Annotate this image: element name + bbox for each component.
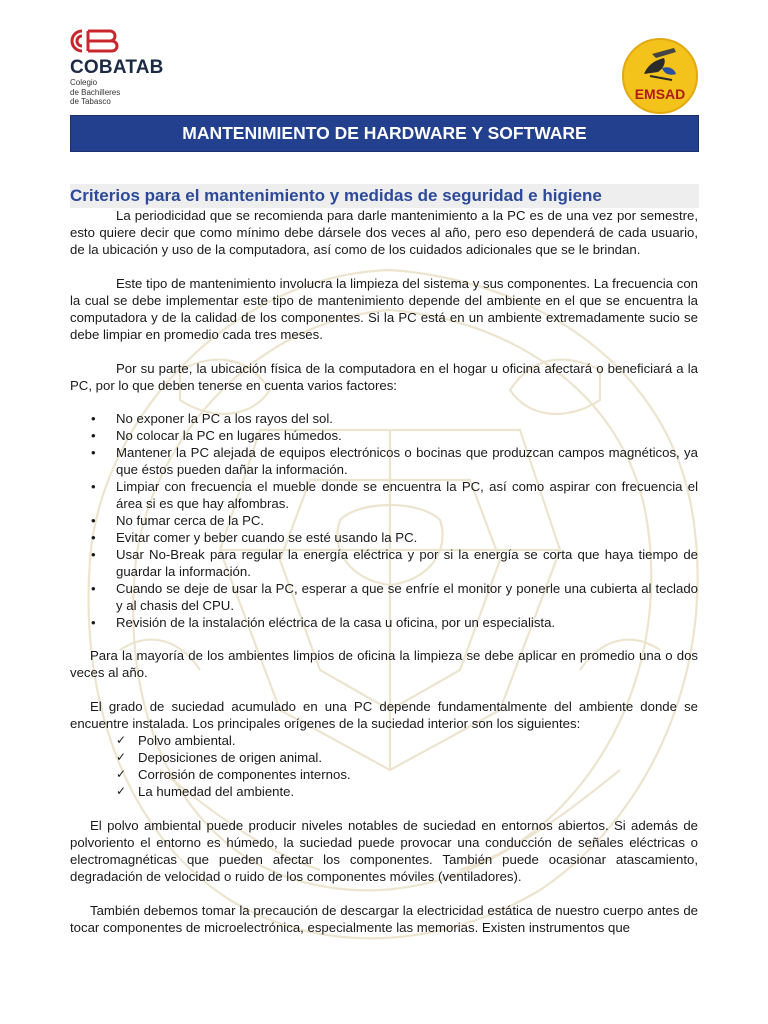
list-item: • No fumar cerca de la PC.	[116, 512, 698, 529]
check-list-item: ✓ Corrosión de componentes internos.	[138, 766, 698, 783]
paragraph: Para la mayoría de los ambientes limpios de oficina la limpieza se debe aplicar en promedio una o dos veces al año.	[70, 648, 698, 680]
document-body	[70, 207, 698, 953]
list-item: • Usar No-Break para regular la energía eléctrica y por si la energía se corta que haya tiempo de guardar la información.	[116, 546, 698, 580]
brand-name: COBATAB	[70, 57, 164, 78]
check-list-item: ✓ Polvo ambiental.	[138, 732, 698, 749]
cobatab-logo	[70, 28, 180, 113]
list-item: • Limpiar con frecuencia el mueble donde se encuentra la PC, así como aspirar con frecuencia el área si es que hay alfombras.	[116, 478, 698, 512]
dirt-sources-list	[70, 732, 698, 800]
section-heading: Criterios para el mantenimiento y medidas de seguridad e higiene	[70, 184, 699, 208]
list-item: • Cuando se deje de usar la PC, esperar a que se enfríe el monitor y ponerle una cubierta al teclado y al chasis del CPU.	[116, 580, 698, 614]
list-item: • Mantener la PC alejada de equipos electrónicos o bocinas que produzcan campos magnéticos, ya que éstos pueden dañar la información.	[116, 444, 698, 478]
paragraph: Este tipo de mantenimiento involucra la limpieza del sistema y sus componentes. La frecuencia con la cual se debe implementar este tipo de mantenimiento depende del ambiente en el que se encuentra la computadora y de la calidad de los componentes. Si la PC está en un ambiente extremadamente sucio se debe limpiar en promedio cada tres meses.	[70, 276, 698, 342]
paragraph: La periodicidad que se recomienda para darle mantenimiento a la PC es de una vez por semestre, esto quiere decir que como mínimo debe dársele dos veces al año, pero eso dependerá de cada usuario, de la ubicación y uso de la computadora, así como de los cuidados adicionales que se le brindan.	[70, 208, 698, 257]
list-item: • Revisión de la instalación eléctrica de la casa u oficina, por un especialista.	[116, 614, 698, 631]
cobatab-emblem-icon	[70, 28, 122, 54]
emsad-emblem-icon	[622, 38, 698, 114]
brand-subtitle	[70, 78, 120, 107]
brand-sub-line: Colegio	[70, 78, 98, 87]
emsad-label: EMSAD	[634, 86, 686, 102]
list-item: • Evitar comer y beber cuando se esté usando la PC.	[116, 529, 698, 546]
list-item: • No colocar la PC en lugares húmedos.	[116, 427, 698, 444]
check-list-item: ✓ La humedad del ambiente.	[138, 783, 698, 800]
brand-sub-line: de Tabasco	[70, 97, 111, 106]
check-list-item: ✓ Deposiciones de origen animal.	[138, 749, 698, 766]
paragraph: También debemos tomar la precaución de descargar la electricidad estática de nuestro cuerpo antes de tocar componentes de microelectrónica, especialmente las memorias. Existen instrumentos que	[70, 903, 698, 935]
document-title-bar	[70, 115, 699, 152]
brand-sub-line: de Bachilleres	[70, 87, 121, 97]
emsad-logo	[622, 38, 698, 114]
paragraph: El polvo ambiental puede producir niveles notables de suciedad en entornos abiertos. Si además de polvoriento el entorno es húmedo, la suciedad puede provocar una conducción de señales eléctricas o electromagnéticas que pueden afectar los componentes. También puede ocasionar atascamiento, degradación de velocidad o ruido de los componentes móviles (ventiladores).	[70, 818, 698, 884]
paragraph: Por su parte, la ubicación física de la computadora en el hogar u oficina afectará o beneficiará a la PC, por lo que deben tenerse en cuenta varios factores:	[70, 361, 698, 393]
factors-list	[70, 410, 698, 631]
paragraph: El grado de suciedad acumulado en una PC depende fundamentalmente del ambiente donde se encuentre instalada. Los principales orígenes de la suciedad interior son los siguientes:	[70, 699, 698, 731]
document-title: MANTENIMIENTO DE HARDWARE Y SOFTWARE	[182, 123, 587, 143]
list-item: • No exponer la PC a los rayos del sol.	[116, 410, 698, 427]
